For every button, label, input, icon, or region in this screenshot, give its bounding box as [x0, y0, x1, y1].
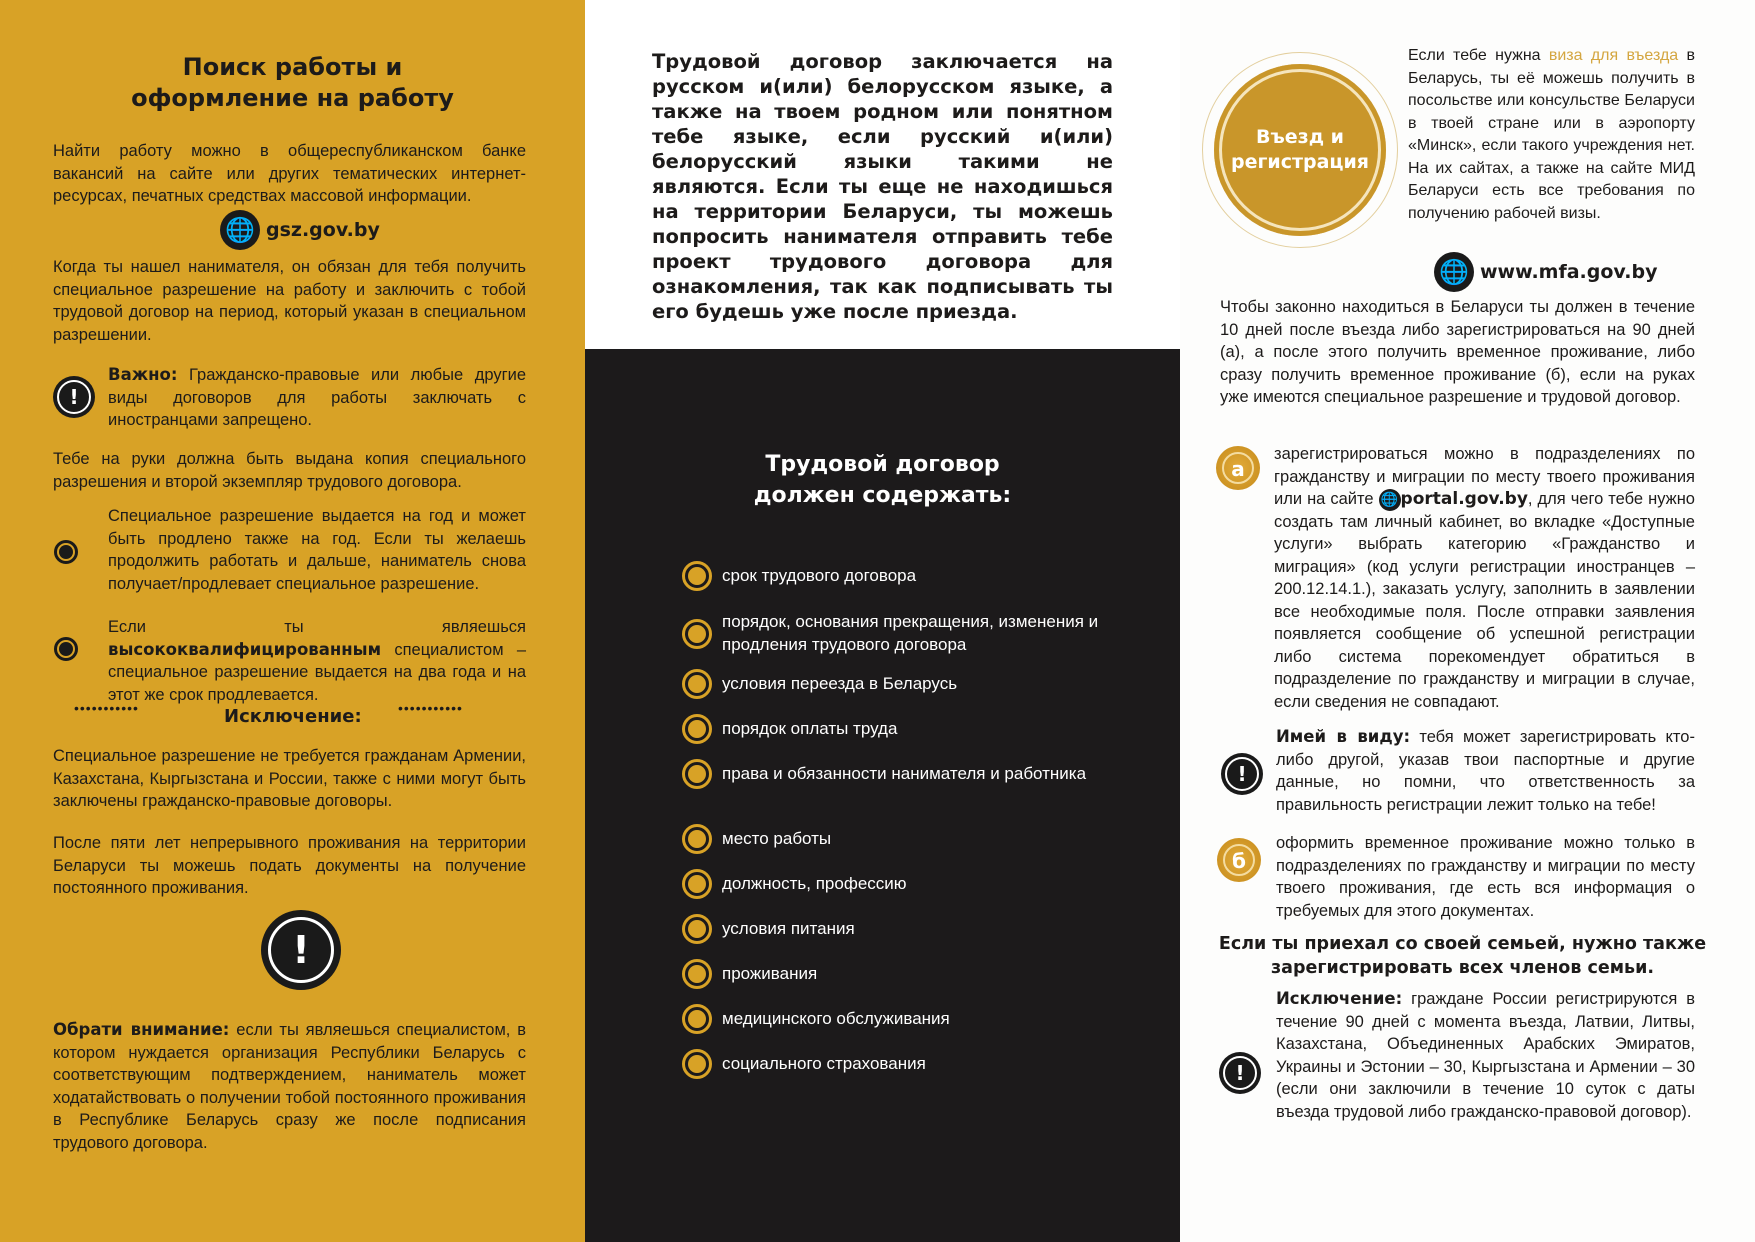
exception-note — [1276, 988, 1695, 1123]
site-url[interactable]: www.mfa.gov.by — [1480, 261, 1658, 283]
text: , для чего тебе нужно создать там личный кабинет, во вкладке «Доступные услуги» выбрать категорию «Гражданство и миграция» (код услуги регистрации иностранцев – 200.12.14.1.), заказать услугу, заполнить в заявлении все необходимые поля. После отправки заявления появляется сообщение об успешной регистрации либо система порекомендует обратиться в подразделение по гражданству и миграции в случае, если сведения не совпадают. — [1274, 490, 1695, 711]
text: зарегистрироваться можно в подразделениях по гражданству и миграции по месту твоего проживания или на сайте — [1274, 445, 1695, 508]
attention-note — [53, 1019, 526, 1154]
list-item — [722, 565, 1142, 588]
option-b-text: оформить временное проживание можно только в подразделениях по гражданству и миграции по месту твоего проживания, где есть вся информация о требуемых для этого документах. — [1276, 834, 1695, 920]
list-item-label: порядок оплаты труда — [722, 719, 898, 738]
letter-b-icon — [1217, 838, 1261, 882]
section-badge — [1214, 64, 1386, 236]
circle-bullet-icon — [682, 759, 712, 789]
exclamation-icon: ! — [53, 376, 95, 418]
list-item — [722, 763, 1142, 786]
letter-a-icon — [1216, 446, 1260, 490]
bullet-text — [108, 616, 526, 706]
page-title — [0, 52, 585, 114]
list-item-label: права и обязанности нанимателя и работника — [722, 764, 1087, 783]
exception-heading: Исключение: — [224, 706, 362, 727]
contract-intro: Трудовой договор заключается на русском и(или) белорусском языке, а также на твоем родном или понятном тебе языке, если русский и(или) белорусский языки такими не являются. Если ты еще не находишься на территории Беларуси, ты можешь попросить нанимателя отправить тебе проект трудового договора для ознакомления, так как подписывать ты его будешь уже после приезда. — [652, 50, 1113, 323]
attention-label: Обрати внимание: — [53, 1020, 230, 1039]
note-label: Имей в виду: — [1276, 727, 1411, 746]
list-item-label: социального страхования — [722, 1054, 926, 1073]
list-item — [722, 873, 1142, 896]
circle-bullet-icon — [682, 1004, 712, 1034]
list-item-label: медицинского обслуживания — [722, 1009, 950, 1028]
circle-bullet-icon — [682, 669, 712, 699]
exclamation-icon: ! — [261, 910, 341, 990]
site-link-gsz[interactable] — [220, 210, 380, 250]
paragraph: После пяти лет непрерывного проживания на территории Беларуси ты можешь подать документы на получение постоянного проживания. — [53, 834, 526, 897]
list-item-label: проживания — [722, 964, 818, 983]
list-item — [722, 611, 1142, 656]
circle-bullet-icon — [682, 714, 712, 744]
list-item — [722, 1008, 1142, 1031]
radio-bullet-icon — [54, 637, 78, 661]
globe-icon: 🌐 — [1379, 489, 1401, 511]
circle-bullet-icon — [682, 561, 712, 591]
bold-text: высококвалифицированным — [108, 639, 382, 659]
important-text: Гражданско-правовые или любые другие виды договоров для работы заключать с иностранцами запрещено. — [108, 366, 526, 429]
list-item — [722, 718, 1142, 741]
visa-paragraph — [1408, 45, 1695, 225]
circle-bullet-icon — [682, 1049, 712, 1079]
left-panel — [0, 0, 585, 1242]
site-url[interactable]: gsz.gov.by — [266, 219, 380, 241]
portal-link[interactable]: portal.gov.by — [1400, 489, 1528, 509]
list-item-label: должность, профессию — [722, 874, 907, 893]
text: Если ты являешься — [108, 618, 526, 636]
note — [1276, 726, 1695, 816]
dark-section — [585, 349, 1180, 1242]
title-line: оформление на работу — [131, 84, 454, 112]
paragraph: Чтобы законно находиться в Беларуси ты должен в течение 10 дней после въезда либо зарегистрироваться на 90 дней (а), а после этого получить временное проживание, либо сразу получить временное проживание (б), если на руках уже имеются специальное разрешение и трудовой договор. — [1220, 298, 1695, 406]
circle-bullet-icon — [682, 824, 712, 854]
bullet-text: Специальное разрешение выдается на год и может быть продлено также на год. Если ты желаешь продолжить работать и дальше, наниматель снова получает/продлевает специальное разрешение. — [108, 507, 526, 593]
radio-bullet-icon — [54, 540, 78, 564]
right-panel — [1180, 0, 1755, 1242]
globe-icon: 🌐 — [1434, 252, 1474, 292]
circle-bullet-icon — [682, 914, 712, 944]
globe-icon: 🌐 — [220, 210, 260, 250]
badge-line: Въезд и — [1256, 126, 1344, 148]
paragraph: Тебе на руки должна быть выдана копия специального разрешения и второй экземпляр трудового договора. — [53, 450, 526, 491]
list-item-label: место работы — [722, 829, 832, 848]
circle-bullet-icon — [682, 869, 712, 899]
circle-bullet-icon — [682, 619, 712, 649]
circle-bullet-icon — [682, 959, 712, 989]
exclamation-icon: ! — [1221, 753, 1263, 795]
important-note — [108, 364, 526, 432]
family-note: Если ты приехал со своей семьей, нужно также зарегистрировать всех членов семьи. — [1218, 934, 1707, 978]
paragraph: Специальное разрешение не требуется гражданам Армении, Казахстана, Кыргызстана и России, также с ними могут быть заключены гражданско-правовые договоры. — [53, 747, 526, 810]
paragraph: Когда ты нашел нанимателя, он обязан для тебя получить специальное разрешение на работу и заключить с тобой трудовой договор на период, который указан в специальном разрешении. — [53, 258, 526, 344]
list-item-label: срок трудового договора — [722, 566, 917, 585]
paragraph: Найти работу можно в общереспубликанском банке вакансий на сайте или других тематических интернет-ресурсах, печатных средствах массовой информации. — [53, 142, 526, 205]
note-text: тебя может зарегистрировать кто-либо другой, указав твои паспортные и другие данные, но помни, что ответственность за правильность регистрации лежит только на тебе! — [1276, 728, 1695, 814]
option-a-text — [1274, 443, 1695, 713]
list-item — [722, 828, 1142, 851]
exception-text: граждане России регистрируются в течение 90 дней с момента въезда, Латвии, Литвы, Казахстана, Объединенных Арабских Эмиратов, Украины и Эстонии – 30, Кыргызстана и Армении – 30 (если они заключили в течение 10 суток с даты въезда трудовой либо гражданско-правовой договор). — [1276, 990, 1695, 1121]
list-item — [722, 963, 1142, 986]
letter: б — [1223, 844, 1255, 876]
badge-line: регистрация — [1230, 151, 1370, 173]
list-item — [722, 1053, 1142, 1076]
exception-label: Исключение: — [1276, 989, 1403, 1008]
important-label: Важно: — [108, 365, 178, 384]
visa-link[interactable]: виза для въезда — [1548, 47, 1679, 64]
letter: а — [1222, 452, 1254, 484]
title-line: Поиск работы и — [182, 53, 403, 81]
list-item-label: порядок, основания прекращения, изменения и продления трудового договора — [722, 612, 1099, 654]
exclamation-icon: ! — [1219, 1052, 1261, 1094]
heading-line: должен содержать: — [753, 483, 1012, 508]
list-item — [722, 918, 1142, 941]
dots-divider: ••••••••••• — [74, 700, 139, 716]
text: в Беларусь, ты её можешь получить в посольстве или консульстве Беларуси в твоей стране или в аэропорту «Минск», если такого учреждения нет. На их сайтах, а также на сайте МИД Беларуси есть все требования по получению рабочей визы. — [1408, 47, 1695, 222]
attention-text: если ты являешься специалистом, в котором нуждается организация Республики Беларусь с соответствующим подтверждением, наниматель может ходатайствовать о получении тобой постоянного проживания в Республике Беларусь сразу же после подписания трудового договора. — [53, 1021, 527, 1152]
text: специалистом – специальное разрешение выдается на два года и на этот же срок продлевается. — [108, 640, 526, 704]
list-item-label: условия питания — [722, 919, 855, 938]
list-item-label: условия переезда в Беларусь — [722, 674, 958, 693]
dots-divider: ••••••••••• — [398, 700, 463, 716]
list-heading — [585, 449, 1180, 511]
list-item — [722, 673, 1142, 696]
text: Если тебе нужна — [1408, 47, 1549, 64]
middle-panel — [585, 0, 1180, 1242]
heading-line: Трудовой договор — [765, 452, 1000, 477]
site-link-mfa[interactable] — [1434, 252, 1657, 292]
